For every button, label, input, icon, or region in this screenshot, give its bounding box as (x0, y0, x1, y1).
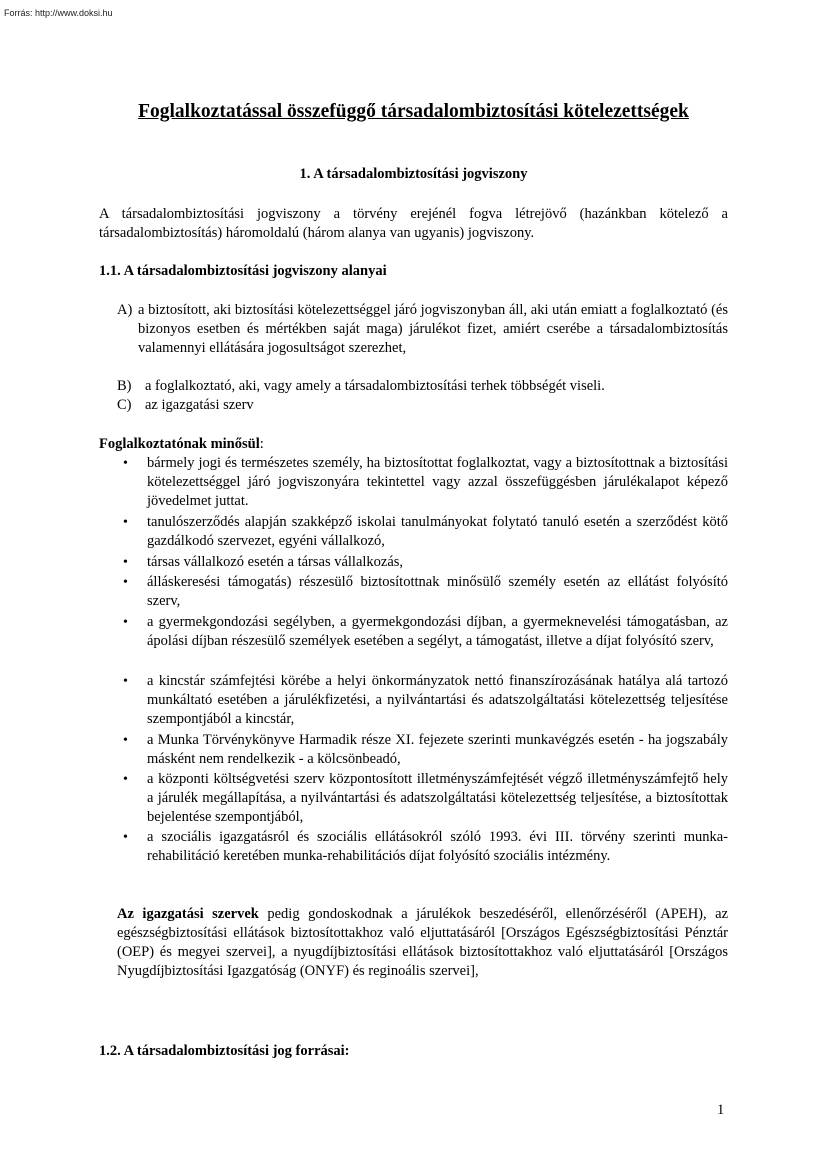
bullet-icon: • (123, 733, 128, 748)
bullet-icon: • (123, 772, 128, 787)
source-label: Forrás: http://www.doksi.hu (4, 8, 113, 18)
employer-bullet-4: álláskeresési támogatás) részesülő biztosítottnak minősülő személy esetén az ellátást folyósító szerv, (147, 574, 728, 609)
item-marker-c: C) (117, 397, 132, 413)
bullet-icon: • (123, 555, 128, 570)
bullet-icon: • (123, 575, 128, 590)
employer-bullet-6: a kincstár számfejtési körébe a helyi önkormányzatok nettó finanszírozásának hatálya alá tartozó munkáltató esetében a járulékfizetési, a nyilvántartási és adatszolgáltatási kötelezettség teljesítése szempontjából a kincstár, (147, 673, 728, 727)
employer-heading-bold: Foglalkoztatónak minősül (99, 436, 260, 452)
bullet-icon: • (123, 456, 128, 471)
item-c-text: az igazgatási szerv (145, 397, 254, 413)
admin-paragraph-bold: Az igazgatási szervek (117, 906, 259, 922)
document-title: Foglalkoztatással összefüggő társadalombiztosítási kötelezettségek (138, 101, 689, 122)
bullet-icon: • (123, 674, 128, 689)
bullet-icon: • (123, 830, 128, 845)
employer-bullet-3: társas vállalkozó esetén a társas vállalkozás, (147, 554, 404, 570)
item-b-text: a foglalkoztató, aki, vagy amely a társadalombiztosítási terhek többségét viseli. (145, 378, 605, 394)
admin-paragraph (117, 905, 728, 981)
section-1-heading: 1. A társadalombiztosítási jogviszony (299, 166, 528, 182)
employer-bullet-7: a Munka Törvénykönyve Harmadik része XI. fejezete szerinti munkavégzés esetén - ha jogszabály másként nem rendelkezik - a kölcsönbeadó, (147, 732, 728, 767)
page-number: 1 (717, 1102, 725, 1118)
employer-bullet-2: tanulószerződés alapján szakképző iskolai tanulmányokat folytató tanuló esetén a szerződést kötő gazdálkodó szervezet, egyéni vállalkozó, (147, 514, 728, 549)
employer-bullet-1: bármely jogi és természetes személy, ha biztosítottat foglalkoztat, vagy a biztosítottnak a biztosítási kötelezettséggel járó jogviszonyára tekintettel vagy azzal összefüggésben járulékalapot képező jövedelmet juttat. (147, 455, 728, 509)
employer-heading (99, 435, 264, 454)
section-1-2-heading: 1.2. A társadalombiztosítási jog forrásai: (99, 1043, 350, 1059)
employer-heading-suffix: : (259, 436, 264, 452)
bullet-icon: • (123, 615, 128, 630)
section-1-1-heading: 1.1. A társadalombiztosítási jogviszony alanyai (99, 263, 387, 279)
bullet-icon: • (123, 515, 128, 530)
employer-bullet-8: a központi költségvetési szerv központosított illetményszámfejtését végző illetményszámfejtő hely a járulék megállapítása, a nyilvántartási és adatszolgáltatási kötelezettség teljesítése, a biztosítottak bejelentése szempontjából, (147, 771, 728, 825)
admin-paragraph-text: pedig gondoskodnak a járulékok beszedéséről, ellenőrzéséről (APEH), az egészségbiztosítási ellátások biztosítottakhoz való eljuttatásáról [Országos Egészségbiztosítási Pénztár (OEP) és megyei szervei], a nyugdíjbiztosítási ellátások biztosítottakhoz való eljuttatásáról [Országos Nyugdíjbiztosítási Igazgatóság (ONYF) és reginoális szervei], (117, 906, 728, 979)
employer-bullet-5: a gyermekgondozási segélyben, a gyermekgondozási díjban, a gyermeknevelési támogatásban, az ápolási díjban részesülő személyek esetében a segélyt, a támogatást, illetve a díjat folyósító szerv, (147, 614, 728, 649)
section-1-intro: A társadalombiztosítási jogviszony a törvény erejénél fogva létrejövő (hazánkban kötelező a társadalombiztosítás) háromoldalú (három alanya van ugyanis) jogviszony. (99, 206, 728, 241)
employer-bullet-9: a szociális igazgatásról és szociális ellátásokról szóló 1993. évi III. törvény szerinti munka-rehabilitáció keretében munka-rehabilitációs díjat folyósító szociális intézmény. (147, 829, 728, 864)
item-marker-b: B) (117, 378, 132, 394)
item-a-text: a biztosított, aki biztosítási kötelezettséggel járó jogviszonyban áll, aki után emiatt a foglalkoztató (és bizonyos esetben és mértékben saját maga) járulékot fizet, amiért cserébe a társadalombiztosítás valamennyi ellátására jogosultságot szerezhet, (138, 302, 728, 356)
item-marker-a: A) (117, 302, 133, 318)
